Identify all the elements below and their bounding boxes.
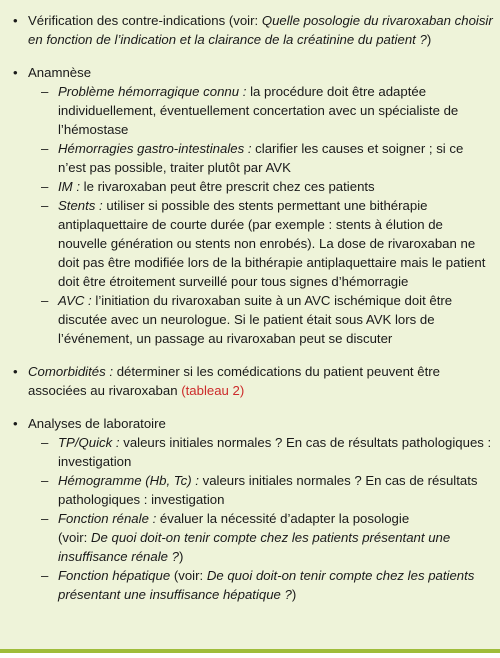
lab-item-tp-quick bbox=[28, 433, 493, 471]
contraindication-lead: Vérification des contre-indications (voir bbox=[28, 13, 255, 28]
item-text: le rivaroxaban peut être prescrit chez ces patients bbox=[79, 179, 375, 194]
item-term: Stents : bbox=[58, 198, 103, 213]
bullet: • bbox=[13, 65, 18, 80]
lab-item-renal bbox=[28, 509, 493, 566]
item-term: Fonction rénale : bbox=[58, 511, 157, 526]
comorbidites-term: Comorbidités : bbox=[28, 364, 114, 379]
bullet: • bbox=[13, 13, 18, 28]
anamnese-item-gi bbox=[28, 139, 493, 177]
dash: – bbox=[41, 141, 49, 156]
table-2-link[interactable]: (tableau 2) bbox=[181, 383, 245, 398]
item-text: clarifier les causes et soigner ; si ce n’est pas possible, traiter plutôt par AVK bbox=[58, 141, 464, 175]
item-term: AVC : bbox=[58, 293, 92, 308]
section-contraindications bbox=[13, 11, 493, 49]
item-term: Hémorragies gastro-intestinales : bbox=[58, 141, 252, 156]
anamnese-item-stents bbox=[28, 196, 493, 291]
item-text: la procédure doit être adaptée individuellement, éventuellement concertation avec un spécialiste de l’hémostase bbox=[58, 84, 459, 137]
dash: – bbox=[41, 198, 49, 213]
item-term: IM : bbox=[58, 179, 80, 194]
dash: – bbox=[41, 435, 49, 450]
lab-item-hepatic bbox=[28, 566, 493, 604]
ref-lead: (voir bbox=[170, 568, 200, 583]
colon: : bbox=[83, 530, 91, 545]
renal-reference: De quoi doit-on tenir compte chez les patients présentant une insuffisance rénale ? bbox=[58, 530, 451, 564]
item-term: Problème hémorragique connu : bbox=[58, 84, 247, 99]
section-comorbidites bbox=[13, 362, 493, 400]
hepatic-reference: De quoi doit-on tenir compte chez les patients présentant une insuffisance hépatique ? bbox=[58, 568, 475, 602]
item-term: Fonction hépatique bbox=[58, 568, 171, 583]
item-term: Hémogramme (Hb, Tc) : bbox=[58, 473, 199, 488]
posology-reference: Quelle posologie du rivaroxaban choisir en fonction de l’indication et la clairance de la créatinine du patient ? bbox=[28, 13, 493, 47]
colon: : bbox=[199, 568, 207, 583]
ref-lead: (voir bbox=[58, 530, 84, 545]
anamnese-item-im bbox=[28, 177, 493, 196]
anamnese-item-avc bbox=[28, 291, 493, 348]
item-text: utiliser si possible des stents permettant une bithérapie antiplaquettaire de courte durée (par exemple : stents à élution de nouvelle génération ou stents non enrobés). La dose de rivaroxaban ne doit pas être modifiée lors de la bithérapie antiplaquettaire mais le patient doit être étroitement surveillé pour tous signes d’hémorragie bbox=[58, 198, 486, 289]
anamnese-heading: Anamnèse bbox=[28, 65, 92, 80]
item-text: évaluer la nécessité d’adapter la posologie bbox=[156, 511, 410, 526]
dash: – bbox=[41, 473, 49, 488]
item-term: TP/Quick : bbox=[58, 435, 120, 450]
bullet: • bbox=[13, 364, 18, 379]
section-anamnese bbox=[13, 63, 493, 348]
dash: – bbox=[41, 293, 49, 308]
laboratoire-heading: Analyses de laboratoire bbox=[28, 416, 166, 431]
bullet: • bbox=[13, 416, 18, 431]
close-paren: ) bbox=[426, 32, 432, 47]
dash: – bbox=[41, 568, 49, 583]
lab-item-hemogramme bbox=[28, 471, 493, 509]
colon: : bbox=[254, 13, 262, 28]
close-paren: ) bbox=[291, 587, 297, 602]
dash: – bbox=[41, 179, 49, 194]
section-laboratoire bbox=[13, 414, 493, 604]
box-content bbox=[13, 11, 493, 618]
dash: – bbox=[41, 84, 49, 99]
item-text: l’initiation du rivaroxaban suite à un AVC ischémique doit être discutée avec un neurologue. Si le patient était sous AVK lors de l’événement, un passage au rivaroxaban peut se discuter bbox=[58, 293, 453, 346]
anamnese-item-hemorrhage bbox=[28, 82, 493, 139]
close-paren: ) bbox=[178, 549, 184, 564]
comorbidites-text: déterminer si les comédications du patient peuvent être associées au rivaroxaban bbox=[28, 364, 440, 398]
item-text: valeurs initiales normales ? En cas de résultats pathologiques : investigation bbox=[58, 473, 478, 507]
item-text: valeurs initiales normales ? En cas de résultats pathologiques : investigation bbox=[58, 435, 492, 469]
dash: – bbox=[41, 511, 49, 526]
